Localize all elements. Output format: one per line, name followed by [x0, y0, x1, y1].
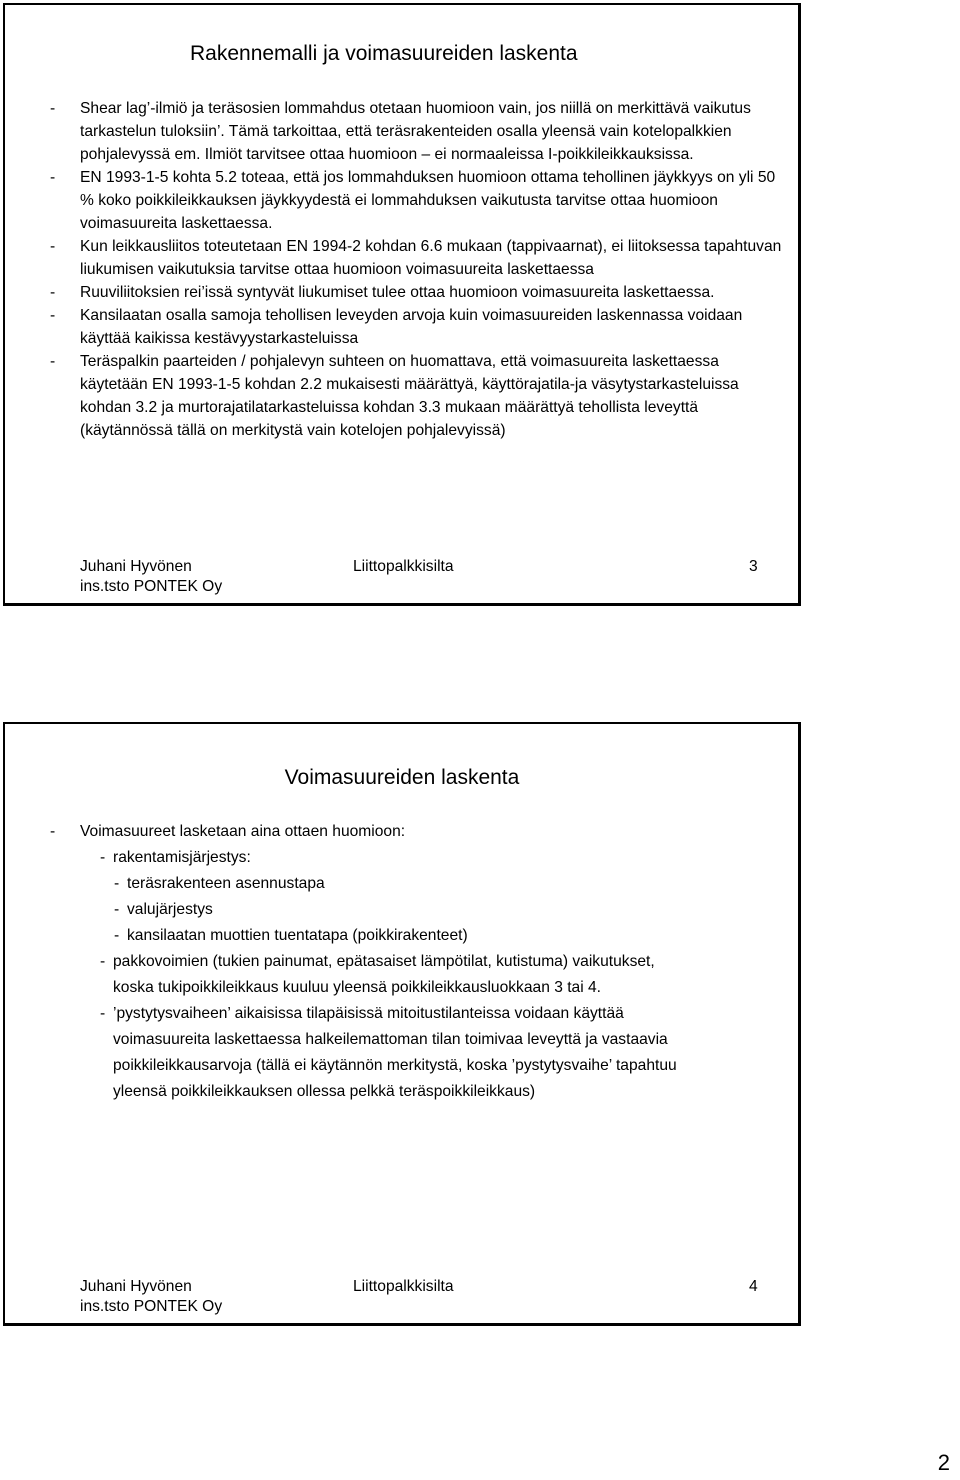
slide-3-footer-topic: Liittopalkkisilta	[353, 558, 454, 575]
slide-3-footer-author: Juhani Hyvönen ins.tsto PONTEK Oy	[80, 558, 223, 595]
list-item: - ’pystytysvaiheen’ aikaisissa tilapäisissä mitoitustilanteissa voidaan käyttää voimasuureita laskettaessa halkeilemattoman tilan toimivaa leveyttä ja vastaavia poikkileikkausarvoja (tällä ei käytännön merkitystä, koska ’pystytysvaihe’ tapahtuu yleensä poikkileikkauksen ollessa pelkkä teräspoikkileikkaus)	[100, 1005, 677, 1100]
slide-4-footer-topic: Liittopalkkisilta	[353, 1278, 454, 1295]
list-item: - Teräspalkin paarteiden / pohjalevyn suhteen on huomattava, että voimasuureita laskettaessa käytetään EN 1993-1-5 kohdan 2.2 mukaisesti määrättyä, käyttörajatila-ja väsytystarkasteluissa kohdan 3.2 ja murtorajatilatarkasteluissa kohdan 3.3 mukaan määrättyä tehollista leveyttä (käytännössä tällä on merkitystä vain kotelojen pohjalevyissä)	[50, 353, 739, 439]
list-item: - valujärjestys	[114, 901, 213, 918]
slide-4-footer-author: Juhani Hyvönen ins.tsto PONTEK Oy	[80, 1278, 223, 1315]
list-item: - EN 1993-1-5 kohta 5.2 toteaa, että jos lommahduksen huomioon ottama tehollinen jäykkyys on yli 50 % koko poikkileikkauksen jäykkyydestä ei lommahduksen vaikutusta tarvitse ottaa huomioon voimasuureita laskettaessa.	[50, 169, 776, 232]
list-item: - Kun leikkausliitos toteutetaan EN 1994-2 kohdan 6.6 mukaan (tappivaarnat), ei liitoksessa tapahtuvan liukumisen vaikutuksia tarvitse ottaa huomioon voimasuureita laskettaessa	[50, 238, 782, 278]
list-item: - Ruuviliitoksien rei’issä syntyvät liukumiset tulee ottaa huomioon voimasuureita laskettaessa.	[50, 284, 715, 301]
slide-4-footer-number: 4	[749, 1278, 758, 1295]
slide-3-title: Rakennemalli ja voimasuureiden laskenta	[190, 42, 578, 65]
slide-3-footer-number: 3	[749, 558, 758, 575]
list-item: - kansilaatan muottien tuentatapa (poikkirakenteet)	[114, 927, 468, 944]
slide-4-bullet-list	[50, 819, 790, 1105]
list-item: - Kansilaatan osalla samoja tehollisen leveyden arvoja kuin voimasuureiden laskennassa voidaan käyttää kaikissa kestävyystarkasteluissa	[50, 307, 743, 347]
slide-4-title: Voimasuureiden laskenta	[284, 766, 520, 789]
list-item: - pakkovoimien (tukien painumat, epätasaiset lämpötilat, kutistuma) vaikutukset, koska tukipoikkileikkaus kuuluu yleensä poikkileikkausluokkaan 3 tai 4.	[100, 953, 655, 996]
page-number: 2	[937, 1450, 950, 1475]
list-item: - Shear lag’-ilmiö ja teräsosien lommahdus otetaan huomioon vain, jos niillä on merkittävä vaikutus tarkastelun tuloksiin’. Tämä tarkoittaa, että teräsrakenteiden osalla yleensä vain kotelopalkkien pohjalevyssä em. Ilmiöt tarvitsee ottaa huomioon – ei normaaleissa I-poikkileikkauksissa.	[50, 100, 751, 163]
list-item: - rakentamisjärjestys:	[100, 849, 251, 866]
list-item: - Voimasuureet lasketaan aina ottaen huomioon:	[50, 823, 406, 840]
list-item: - teräsrakenteen asennustapa	[114, 875, 325, 892]
slide-3-bullet-list	[50, 97, 790, 442]
